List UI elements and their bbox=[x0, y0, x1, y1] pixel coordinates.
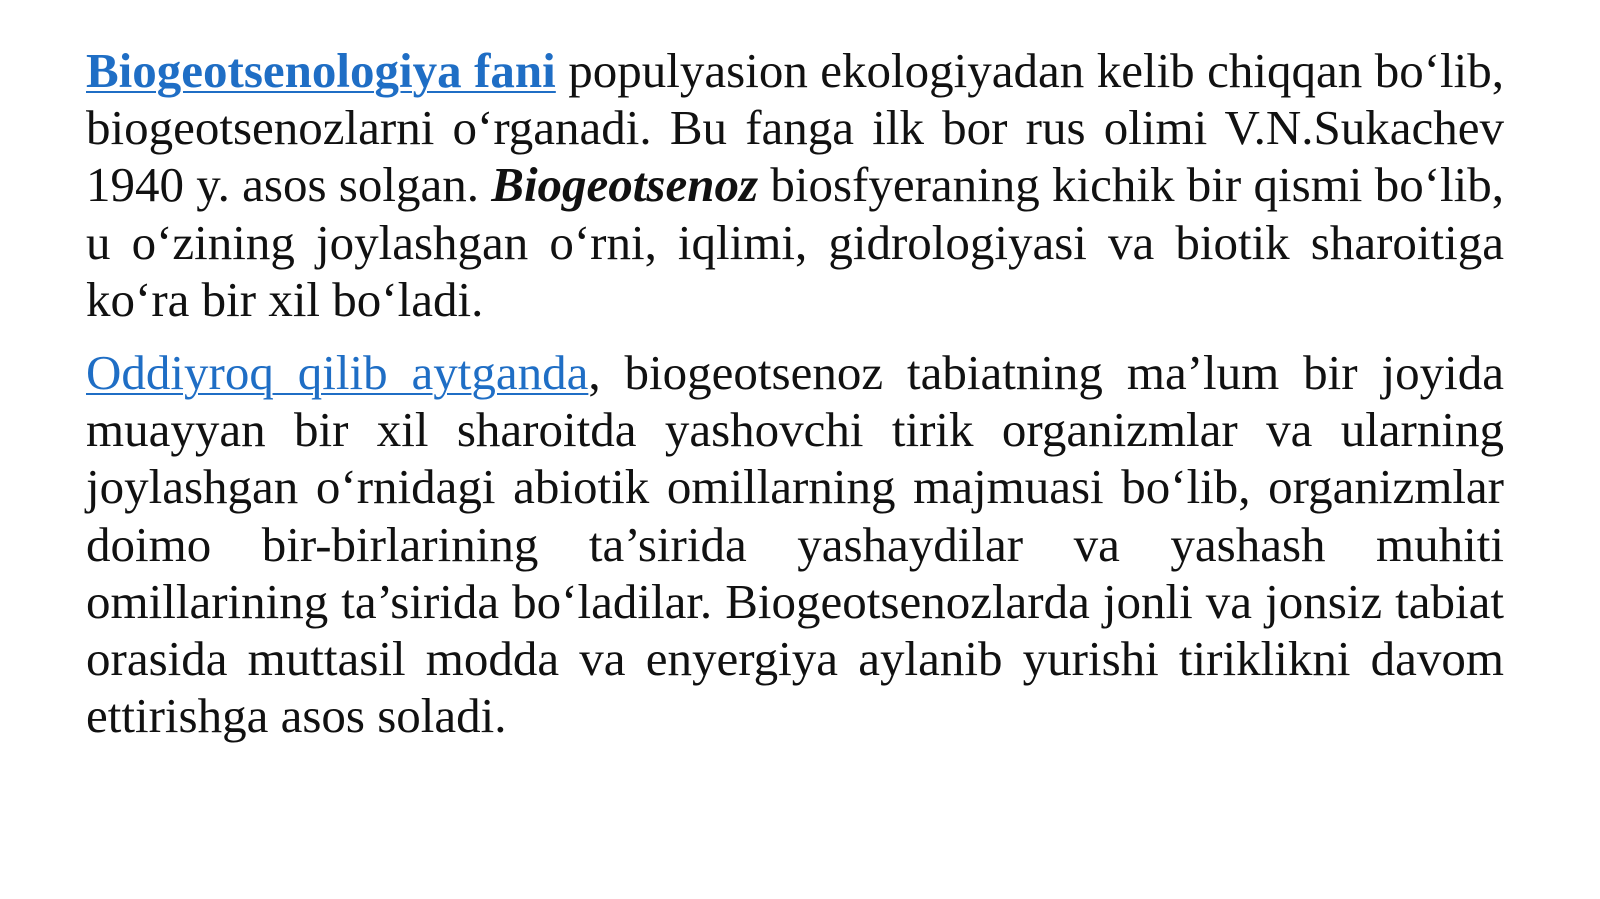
paragraph-biogeotsenologiya bbox=[86, 42, 1504, 328]
paragraph-oddiyroq bbox=[86, 344, 1504, 744]
paragraph2-text: , biogeotsenoz tabiatning ma’lum bir joyida muayyan bir xil sharoitda yashovchi tirik organizmlar va ularning joylashgan o‘rnidagi abiotik omillarning majmuasi bo‘lib, organizmlar doimo bir-birlarining ta’sirida yashaydilar va yashash muhiti omillarining ta’sirida bo‘ladilar. Biogeotsenozlarda jonli va jonsiz tabiat orasida muttasil modda va enyergiya aylanib yurishi tiriklikni davom ettirishga asos soladi. bbox=[86, 345, 1504, 744]
oddiyroq-link[interactable]: Oddiyroq qilib aytganda bbox=[86, 345, 589, 401]
slide-content bbox=[86, 42, 1504, 744]
paragraph1-text-a: populyasion ekologiyadan kelib chiqqan bo‘lib, biogeotsenozlarni o‘rganadi. Bu fanga ilk bor rus olimi V.N.Sukachev 1940 y. asos solgan. bbox=[86, 43, 1505, 213]
biogeotsenoz-term: Biogeotsenoz bbox=[491, 157, 759, 213]
paragraph1-text-b: biosfyeraning kichik bir qismi bo‘lib, u o‘zining joylashgan o‘rni, iqlimi, gidrologiyasi va biotik sharoitiga ko‘ra bir xil bo‘ladi. bbox=[86, 157, 1505, 327]
biogeotsenologiya-link[interactable]: Biogeotsenologiya fani bbox=[86, 43, 556, 98]
